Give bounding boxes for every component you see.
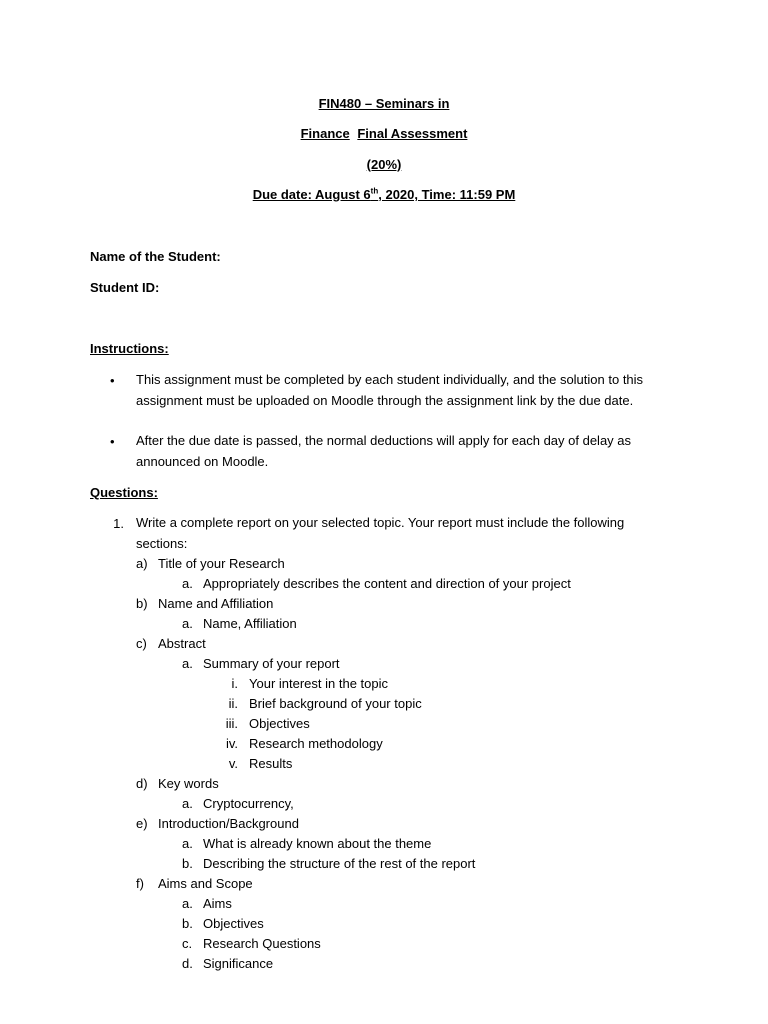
instruction-item: This assignment must be completed by each student individually, and the solution to this assignment must be uploaded on Moodle through the assignment link by the due date.: [136, 372, 644, 408]
due-date: [0, 188, 768, 201]
outline-item: Aims: [203, 896, 232, 911]
outline-item: Objectives: [249, 716, 310, 731]
outline-item: Significance: [203, 956, 274, 971]
outline-item: Appropriately describes the content and direction of your project: [203, 576, 571, 591]
outline-item: Describing the structure of the rest of the report: [203, 856, 476, 871]
question-number: 1.: [113, 516, 124, 531]
outline-item: Brief background of your topic: [249, 696, 422, 711]
course-title: FIN480 – Seminars in: [318, 96, 450, 111]
outline-marker: a.: [182, 836, 193, 851]
bullet-icon: •: [110, 373, 115, 388]
outline-marker: v.: [228, 756, 238, 771]
outline-marker: iii.: [225, 716, 238, 731]
outline-marker: f): [136, 876, 144, 891]
outline-item: Research Questions: [203, 936, 321, 951]
outline-marker: b): [136, 596, 148, 611]
outline-marker: a): [136, 556, 148, 571]
outline-item: What is already known about the theme: [203, 836, 432, 851]
due-date-prefix: Due date: August 6: [252, 187, 371, 202]
outline-item: Aims and Scope: [158, 876, 253, 891]
outline-item: Name, Affiliation: [203, 616, 297, 631]
weight-label: (20%): [366, 157, 402, 172]
outline-item: Key words: [158, 776, 219, 791]
outline-item: Your interest in the topic: [249, 676, 388, 691]
outline-marker: a.: [182, 896, 193, 911]
outline-item: Objectives: [203, 916, 264, 931]
outline-marker: a.: [182, 576, 193, 591]
outline-item: Cryptocurrency,: [203, 796, 294, 811]
assessment-title-part2: Final Assessment: [357, 126, 468, 141]
outline-marker: a.: [182, 796, 193, 811]
outline-marker: c): [136, 636, 147, 651]
outline-marker: a.: [182, 616, 193, 631]
outline-marker: iv.: [225, 736, 238, 751]
instruction-item: After the due date is passed, the normal deductions will apply for each day of delay as announced on Moodle.: [136, 433, 632, 469]
questions-heading: Questions:: [90, 485, 158, 500]
due-date-superscript: th: [370, 186, 379, 196]
outline-item: Research methodology: [249, 736, 383, 751]
outline-marker: c.: [182, 936, 193, 951]
outline-marker: d): [136, 776, 148, 791]
outline-marker: b.: [182, 856, 193, 871]
due-date-suffix: , 2020, Time: 11:59 PM: [378, 187, 516, 202]
assessment-title-part1: Finance: [300, 126, 350, 141]
bullet-icon: •: [110, 434, 115, 449]
assessment-title: [0, 127, 768, 140]
outline-marker: d.: [182, 956, 193, 971]
student-id-label: Student ID:: [90, 280, 160, 295]
question-text: Write a complete report on your selected topic. Your report must include the following sections:: [136, 515, 625, 551]
student-name-label: Name of the Student:: [90, 249, 221, 264]
instructions-heading: Instructions:: [90, 341, 169, 356]
outline-item: Title of your Research: [158, 556, 285, 571]
outline-marker: ii.: [228, 696, 238, 711]
outline-item: Summary of your report: [203, 656, 340, 671]
outline-marker: b.: [182, 916, 193, 931]
outline-marker: a.: [182, 656, 193, 671]
outline-item: Results: [249, 756, 293, 771]
outline-item: Abstract: [158, 636, 206, 651]
outline-marker: i.: [231, 676, 238, 691]
outline-item: Introduction/Background: [158, 816, 299, 831]
outline-item: Name and Affiliation: [158, 596, 274, 611]
outline-marker: e): [136, 816, 148, 831]
